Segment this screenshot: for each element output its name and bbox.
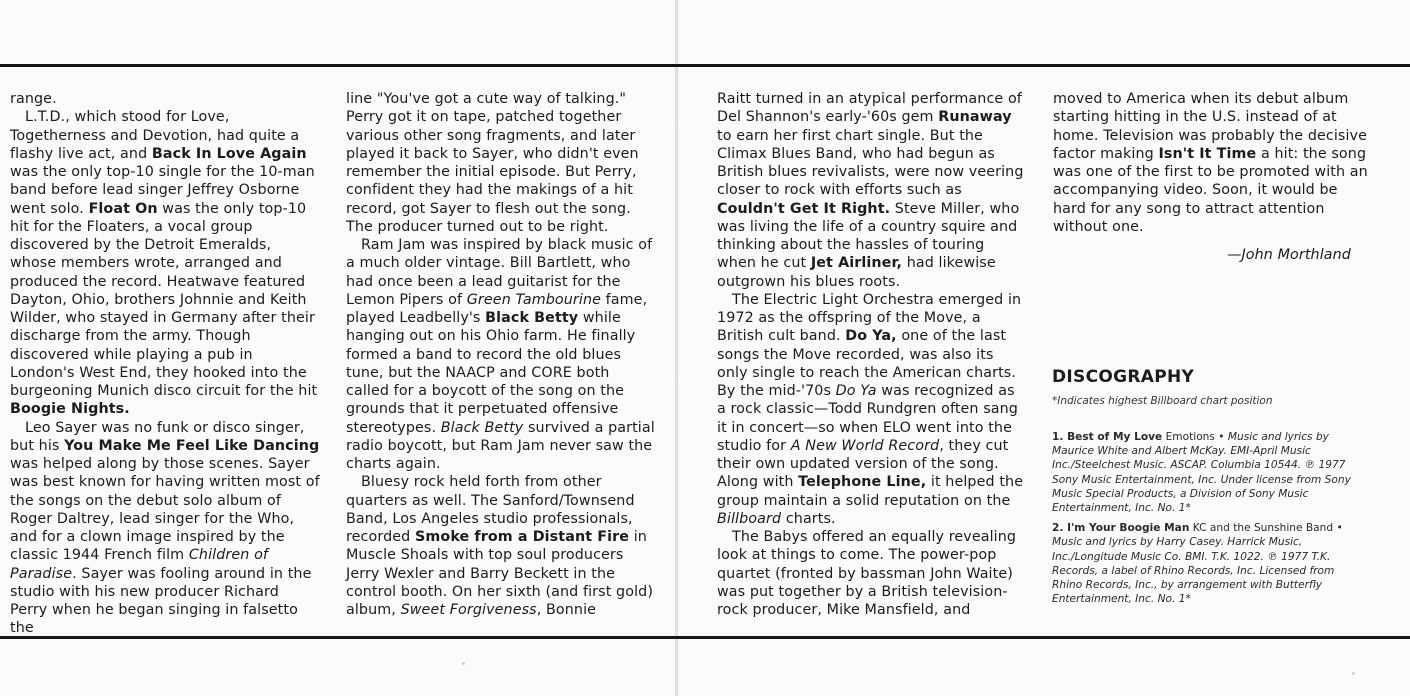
body-text: while hanging out on his Ohio farm. He finally formed a band to record the old blues tune, but the NAACP and CORE both called for a boycott of the song on the grounds that it perpetuated offensive stereotypes. xyxy=(346,310,636,436)
body-text: range. xyxy=(10,91,57,107)
italic-title: Do Ya xyxy=(835,383,877,399)
entry-artist: Emotions xyxy=(1165,431,1215,443)
body-text: one of the last songs the Move recorded, was also its only single to reach the American charts. By the mid-'70s xyxy=(717,328,1016,399)
paper-speck xyxy=(1352,672,1355,675)
body-text: Steve Miller, who was living the life of a country squire and thinking about the hassles of touring when he cut xyxy=(717,200,1020,272)
paragraph xyxy=(717,90,1027,291)
entry-credits: • Music and lyrics by Harry Casey. Harrick Music, Inc./Longitude Music Co. BMI. T.K. 1022. ℗ 1977 T.K. Records, a label of Rhino Records, Inc. Licensed from Rhino Records, Inc., by arrangement with Butterfly Entertainment, Inc. No. 1* xyxy=(1052,522,1343,606)
body-text: in Muscle Shoals with top soul producers Jerry Wexler and Barry Beckett in the control booth. On her sixth (and first gold) album, xyxy=(346,529,654,618)
discography-entry xyxy=(1052,430,1362,515)
song-title: Jet Airliner, xyxy=(810,255,903,272)
page-fold xyxy=(675,0,678,696)
italic-title: Green Tambourine xyxy=(466,291,602,308)
song-title: Float On xyxy=(88,200,158,217)
paragraph xyxy=(717,528,1027,619)
entry-title: 2. I'm Your Boogie Man xyxy=(1052,522,1190,535)
paragraph xyxy=(1053,90,1373,236)
entry-credits: • Music and lyrics by Maurice White and Albert McKay. EMI-April Music Inc./Steelchest Music. ASCAP. Columbia 10544. ℗ 1977 Sony Music Entertainment, Inc. Under license from Sony Music Special Products, a Division of Sony Music Entertainment, Inc. No. 1* xyxy=(1052,431,1351,515)
body-text: was the only top-10 hit for the Floaters, a vocal group discovered by the Detroit Emeralds, whose members wrote, arranged and produced the record. Heatwave featured Dayton, Ohio, brothers Johnnie and Keith Wilder, who stayed in Germany after their discharge from the army. Though discovered while playing a pub in London's West End, they hooked into the burgeoning Munich disco circuit for the hit xyxy=(10,200,318,399)
body-text: Leo Sayer was no funk or disco singer, but his xyxy=(10,419,305,454)
paper-speck xyxy=(462,662,465,665)
body-text: was recognized as a rock classic—Todd Rundgren often sang it in concert—so when ELO went into the studio for xyxy=(717,383,1018,454)
text-column-2 xyxy=(346,90,656,619)
song-title: Boogie Nights. xyxy=(10,401,130,418)
body-text: Raitt turned in an atypical performance of Del Shannon's early-'60s gem xyxy=(717,91,1022,126)
italic-title: Children of Paradise xyxy=(10,547,269,582)
body-text: was the only top-10 single for the 10-man band before lead singer Jeffrey Osborne went solo. xyxy=(10,164,315,217)
italic-title: A New World Record xyxy=(790,437,940,454)
discography-list xyxy=(1052,430,1362,612)
song-title: Isn't It Time xyxy=(1158,145,1257,162)
entry-artist: KC and the Sunshine Band xyxy=(1192,522,1334,535)
body-text: , they cut their own updated version of the song. Along with xyxy=(717,437,1009,491)
song-title: Couldn't Get It Right. xyxy=(717,200,891,217)
body-text: moved to America when its debut album starting hitting in the U.S. instead of at home. Television was probably the decisive factor making xyxy=(1053,91,1368,162)
body-text: Ram Jam was inspired by black music of a much older vintage. Bill Bartlett, who had once been a lead guitarist for the Lemon Pipers of xyxy=(346,237,653,308)
body-text: to earn her first chart single. But the Climax Blues Band, who had begun as British blues revivalists, were now veering closer to rock with efforts such as xyxy=(717,127,1024,199)
italic-title: Sweet Forgiveness xyxy=(400,602,537,618)
song-title: Smoke from a Distant Fire xyxy=(415,529,630,545)
song-title: You Make Me Feel Like Dancing xyxy=(64,437,320,454)
song-title: Telephone Line, xyxy=(798,474,927,491)
discography-entry xyxy=(1052,521,1362,606)
body-text: line "You've got a cute way of talking." Perry got it on tape, patched together various other song fragments, and later played it back to Sayer, who didn't even remember the initial episode. But Perry, confident they had the makings of a hit record, got Sayer to flesh out the song. The producer turned out to be right. xyxy=(346,91,639,235)
paragraph xyxy=(346,236,656,473)
body-text: fame, played Leadbelly's xyxy=(346,291,648,326)
paragraph xyxy=(346,473,656,619)
song-title: Black Betty xyxy=(485,310,579,326)
text-column-1 xyxy=(10,90,320,638)
italic-title: Billboard xyxy=(717,510,782,527)
body-text: , Bonnie xyxy=(536,602,597,618)
paragraph xyxy=(346,90,656,236)
entry-title: 1. Best of My Love xyxy=(1052,431,1163,443)
song-title: Runaway xyxy=(938,109,1012,126)
body-text: was helped along by those scenes. Sayer was best known for having written most of the songs on the debut solo album of Roger Daltrey, lead singer for the Who, and for a clown image inspired by the classic 1944 French film xyxy=(10,456,320,564)
body-text: had likewise outgrown his blues roots. xyxy=(717,255,996,290)
body-text: The Electric Light Orchestra emerged in 1972 as the offspring of the Move, a British cult band. xyxy=(717,291,1022,345)
body-text: it helped the group maintain a solid reputation on the xyxy=(717,474,1024,509)
song-title: Do Ya, xyxy=(845,328,897,345)
discography-note: *Indicates highest Billboard chart position xyxy=(1052,395,1273,407)
paragraph xyxy=(10,108,320,418)
italic-title: Black Betty xyxy=(440,419,524,436)
body-text: survived a partial radio boycott, but Ram Jam never saw the charts again. xyxy=(346,419,655,472)
body-text: charts. xyxy=(781,510,836,527)
song-title: Back In Love Again xyxy=(151,145,307,162)
discography-heading: DISCOGRAPHY xyxy=(1052,367,1195,387)
author-signature: —John Morthland xyxy=(1227,247,1351,263)
body-text: The Babys offered an equally revealing look at things to come. The power-pop quartet (fronted by bassman John Waite) was put together by a British television-rock producer, Mike Mansfield, and xyxy=(717,529,1017,618)
body-text: . Sayer was fooling around in the studio with his new producer Richard Perry when he began singing in falsetto the xyxy=(10,565,312,637)
body-text: Bluesy rock held forth from other quarters as well. The Sanford/Townsend Band, Los Angeles studio professionals, recorded xyxy=(346,474,635,545)
body-text: L.T.D., which stood for Love, Togetherness and Devotion, had quite a flashy live act, and xyxy=(10,109,300,162)
top-rule xyxy=(0,64,1410,67)
paragraph xyxy=(10,90,320,108)
text-column-3 xyxy=(717,90,1027,619)
text-column-4 xyxy=(1053,90,1373,264)
body-text: a hit: the song was one of the first to be promoted with an accompanying video. Soon, it would be hard for any song to attract attention without one. xyxy=(1053,145,1368,235)
paragraph xyxy=(717,291,1027,528)
paragraph xyxy=(10,419,320,638)
